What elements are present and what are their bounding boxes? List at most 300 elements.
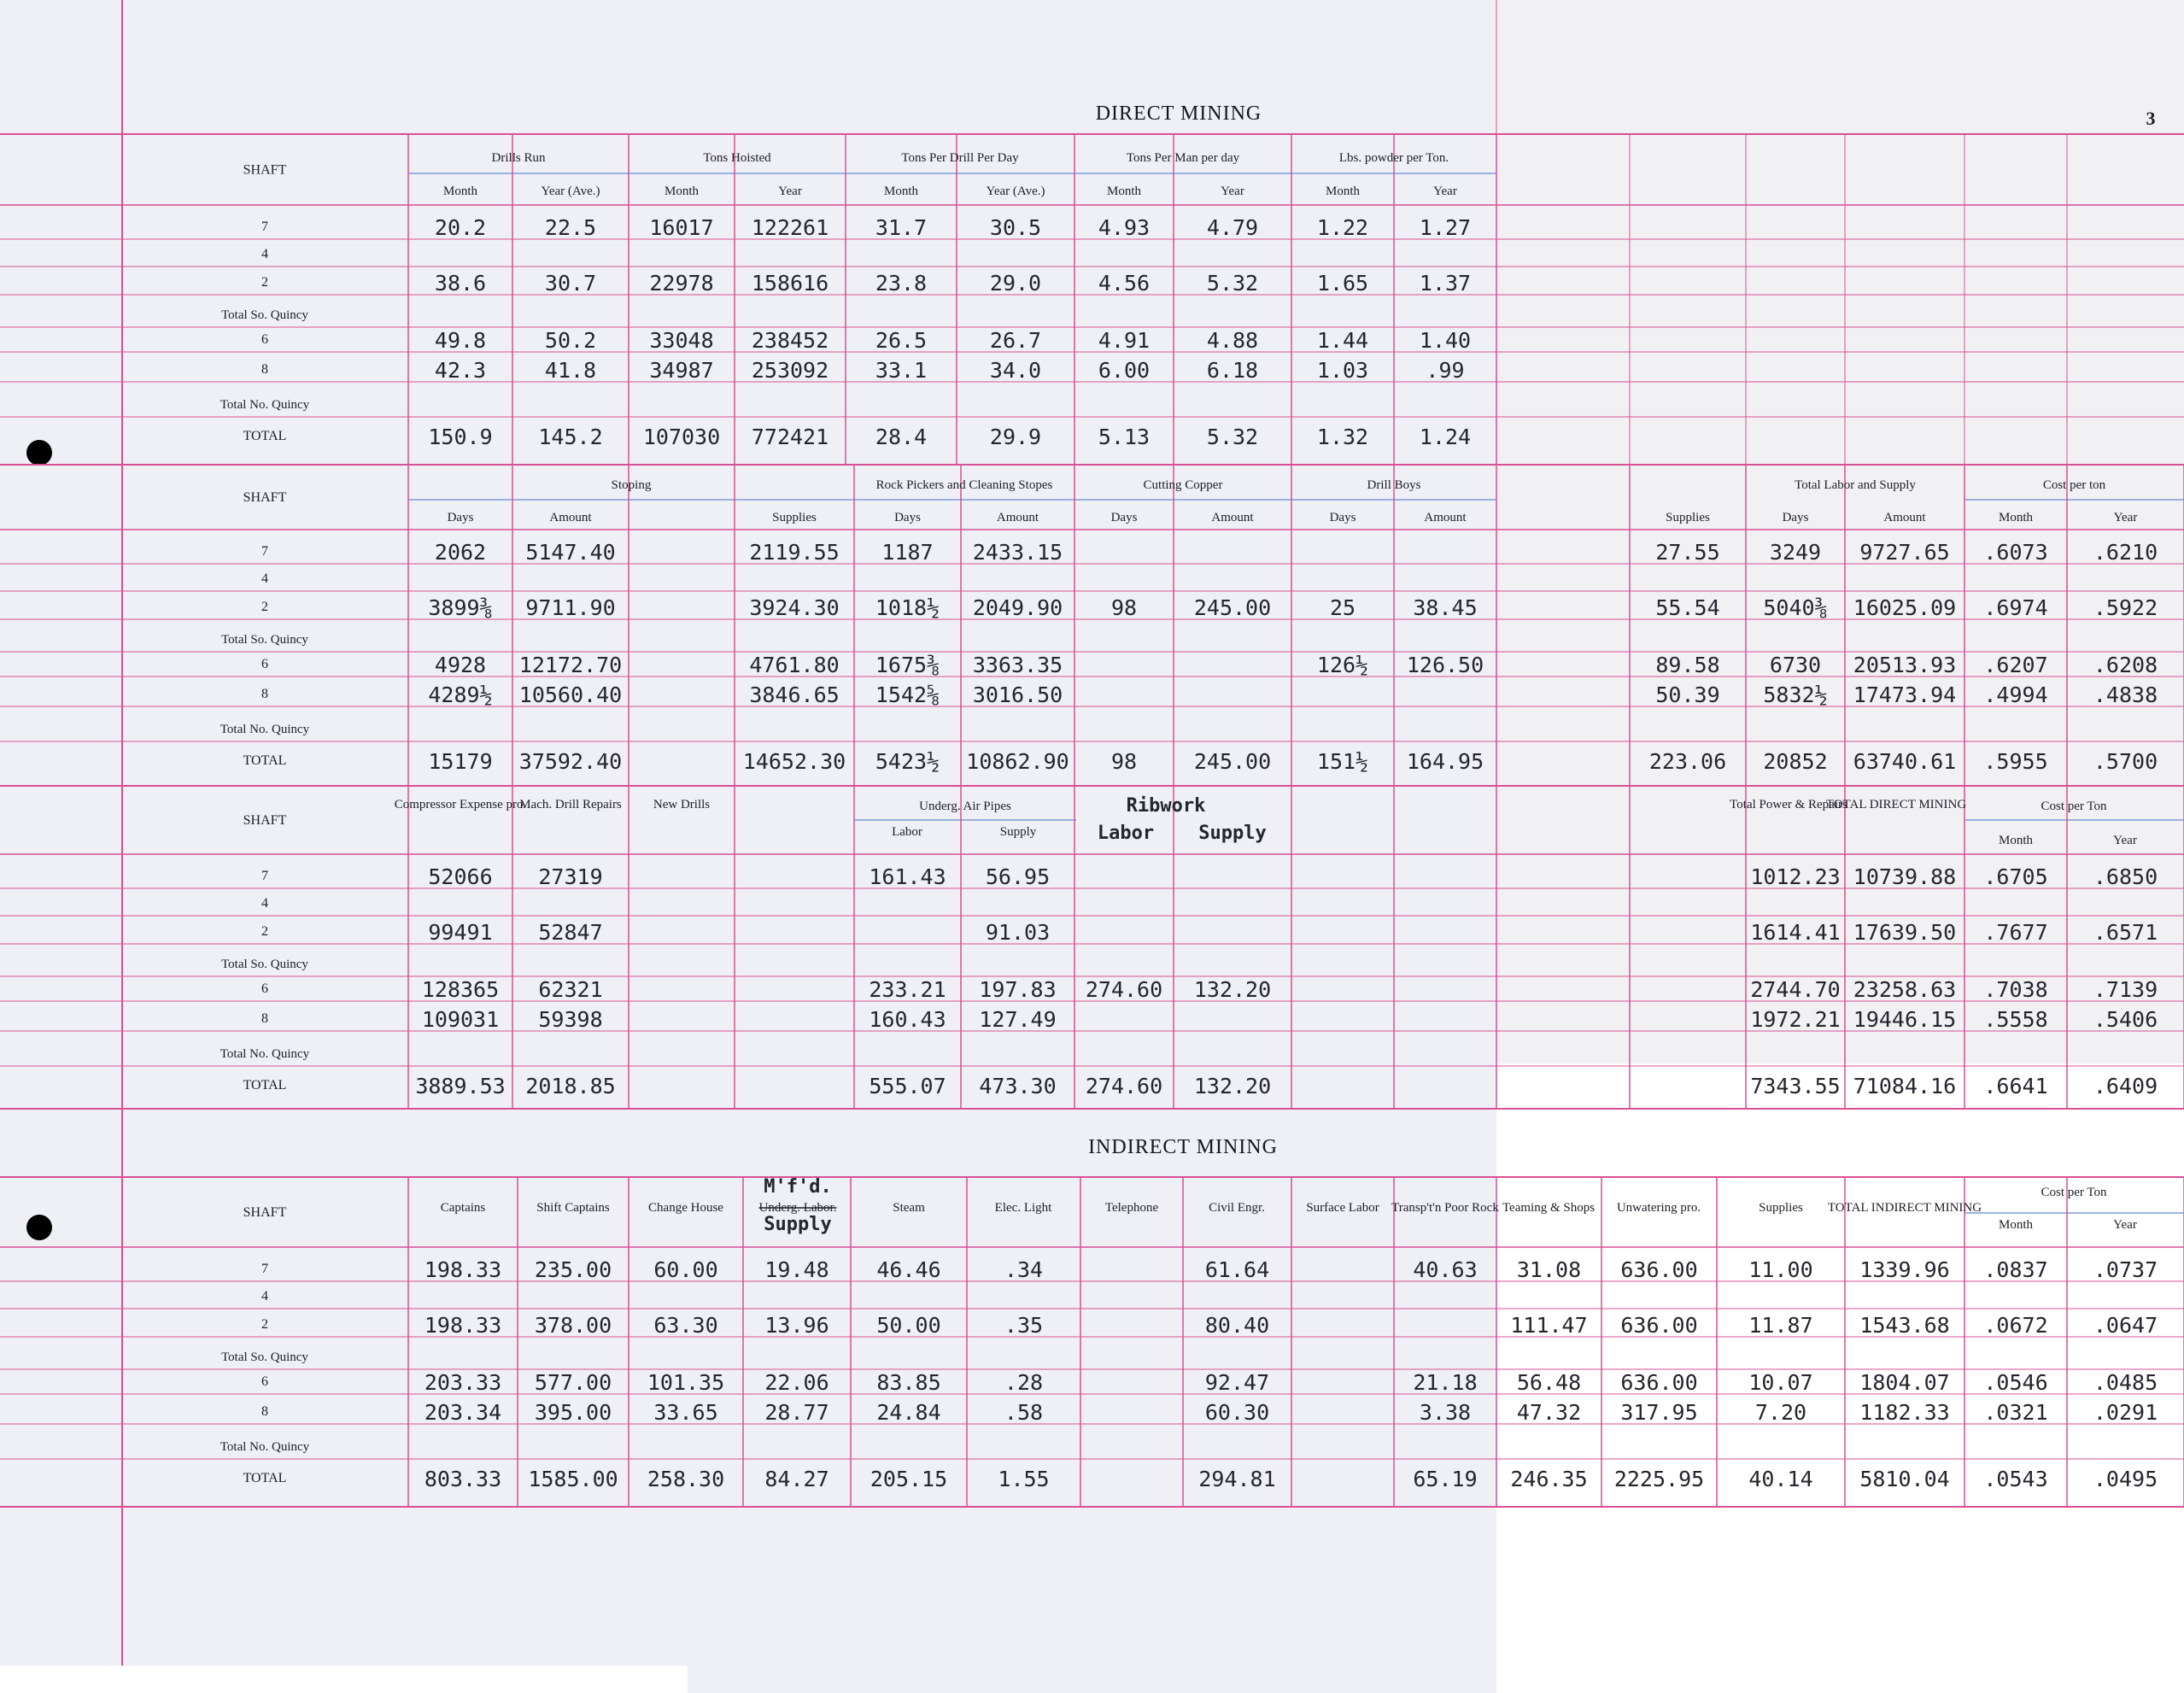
data-cell: 1972.21	[1750, 1007, 1841, 1032]
row-label: 8	[261, 1011, 268, 1026]
column-header: Month	[1998, 1218, 2034, 1232]
data-cell: 636.00	[1620, 1313, 1698, 1338]
data-cell: .0485	[2093, 1370, 2158, 1395]
sub-header: Year (Ave.)	[986, 185, 1045, 198]
row-label: 4	[261, 247, 268, 261]
ribwork-labor: Labor	[1097, 823, 1155, 844]
data-cell: 223.06	[1648, 749, 1727, 774]
data-cell: .4838	[2093, 682, 2158, 707]
data-cell: 16025.09	[1853, 595, 1957, 620]
data-cell: 49.8	[434, 328, 487, 353]
data-cell: 56.48	[1516, 1370, 1582, 1395]
row-label: Total No. Quincy	[220, 723, 310, 736]
group-header: Tons Per Man per day	[1126, 151, 1240, 165]
data-cell: 38.45	[1413, 595, 1478, 620]
data-cell: 203.34	[424, 1400, 502, 1425]
ribwork-supply: Supply	[1198, 823, 1267, 844]
sub-header: Month	[1325, 185, 1361, 198]
group-header: Tons Per Drill Per Day	[901, 151, 1019, 165]
row-label: 2	[261, 600, 268, 614]
data-cell: .7139	[2093, 977, 2158, 1002]
sub-header: Month	[442, 185, 478, 198]
data-cell: 25	[1329, 595, 1356, 620]
data-cell: .0647	[2093, 1313, 2158, 1338]
row-label: Total No. Quincy	[220, 398, 310, 412]
data-cell: 33.65	[653, 1400, 718, 1425]
data-cell: 4928	[434, 653, 487, 677]
data-cell: 27319	[538, 864, 603, 889]
data-cell: 3889.53	[415, 1074, 506, 1098]
data-cell: 33048	[649, 328, 714, 353]
row-label: TOTAL	[243, 1471, 287, 1485]
data-cell: 161.43	[869, 864, 946, 889]
data-cell: 60.00	[653, 1257, 718, 1282]
data-cell: 22.5	[544, 215, 597, 240]
data-cell: 98	[1110, 595, 1138, 620]
data-cell: 10560.40	[518, 682, 623, 707]
data-cell: 17473.94	[1853, 682, 1957, 707]
data-cell: 4.88	[1206, 328, 1259, 353]
column-header: Transp't'n Poor Rock	[1391, 1201, 1499, 1215]
row-label: 4	[261, 896, 268, 911]
column-header: Unwatering pro.	[1616, 1201, 1701, 1215]
data-cell: .0672	[1983, 1313, 2048, 1338]
data-cell: 6.18	[1206, 358, 1259, 383]
data-cell: 1.32	[1316, 425, 1369, 449]
data-cell: 11.87	[1748, 1313, 1813, 1338]
data-cell: 2049.90	[972, 595, 1063, 620]
punch-hole-bottom	[26, 1215, 52, 1240]
column-header: Total Power & Repairs	[1730, 798, 1847, 811]
data-cell: 1018½	[875, 595, 940, 620]
group-header: Cost per Ton	[2041, 800, 2107, 813]
data-cell: .99	[1426, 358, 1465, 383]
shaft-header: SHAFT	[243, 813, 287, 828]
page-number: 3	[2146, 108, 2156, 129]
row-label: 8	[261, 362, 268, 377]
data-cell: 23.8	[875, 271, 928, 296]
data-cell: 33.1	[875, 358, 928, 383]
data-cell: 21.18	[1413, 1370, 1478, 1395]
data-cell: 29.0	[989, 271, 1042, 296]
data-cell: 4289½	[428, 682, 493, 707]
column-header: New Drills	[653, 798, 711, 811]
data-cell: 40.14	[1748, 1467, 1813, 1491]
data-cell: 132.20	[1193, 977, 1272, 1002]
data-cell: .0291	[2093, 1400, 2158, 1425]
data-cell: 803.33	[424, 1467, 502, 1491]
row-label: 2	[261, 924, 268, 939]
column-header: Telephone	[1104, 1201, 1159, 1215]
row-label: 6	[261, 657, 268, 671]
data-cell: 71084.16	[1853, 1074, 1957, 1098]
data-cell: 3363.35	[972, 653, 1063, 677]
data-cell: 197.83	[979, 977, 1057, 1002]
data-cell: 233.21	[869, 977, 946, 1002]
data-cell: 636.00	[1620, 1257, 1698, 1282]
group-header: Drill Boys	[1367, 478, 1421, 492]
data-cell: 109031	[421, 1007, 500, 1032]
data-cell: 63740.61	[1853, 749, 1957, 774]
data-cell: 636.00	[1620, 1370, 1698, 1395]
row-label: 6	[261, 1374, 268, 1389]
data-cell: 1.55	[998, 1467, 1050, 1491]
data-cell: 61.64	[1204, 1257, 1270, 1282]
sub-header: Days	[894, 511, 921, 524]
group-header: Cost per ton	[2042, 478, 2106, 492]
data-cell: 274.60	[1085, 977, 1163, 1002]
data-cell: .7038	[1983, 977, 2048, 1002]
data-cell: 23258.63	[1853, 977, 1957, 1002]
row-label: 7	[261, 544, 268, 559]
column-header: Civil Engr.	[1209, 1201, 1265, 1215]
sub-header: Amount	[1424, 511, 1467, 524]
row-label: 2	[261, 1317, 268, 1332]
group-header: Cutting Copper	[1143, 478, 1223, 492]
sub-header: Year	[1221, 185, 1244, 198]
data-cell: 20.2	[434, 215, 487, 240]
data-cell: 2433.15	[972, 540, 1063, 565]
data-cell: 30.7	[544, 271, 597, 296]
data-cell: 4.93	[1098, 215, 1151, 240]
data-cell: 1542⅝	[875, 682, 940, 707]
data-cell: 10739.88	[1853, 864, 1957, 889]
data-cell: .6641	[1983, 1074, 2048, 1098]
sub-header: Amount	[996, 511, 1039, 524]
data-cell: 24.84	[876, 1400, 941, 1425]
data-cell: .5955	[1983, 749, 2048, 774]
shaft-header: SHAFT	[243, 162, 287, 178]
row-label: 7	[261, 220, 268, 234]
data-cell: 27.55	[1655, 540, 1720, 565]
sub-header: Amount	[1211, 511, 1254, 524]
data-cell: 62321	[538, 977, 603, 1002]
data-cell: 15179	[428, 749, 493, 774]
sub-header: Supply	[999, 825, 1037, 839]
data-cell: 4.79	[1206, 215, 1259, 240]
data-cell: 2225.95	[1613, 1467, 1705, 1491]
row-label: 8	[261, 1404, 268, 1419]
data-cell: 92.47	[1204, 1370, 1270, 1395]
sub-header: Supplies	[1666, 511, 1710, 524]
data-cell: 28.4	[875, 425, 928, 449]
data-cell: .0495	[2093, 1467, 2158, 1491]
data-cell: 40.63	[1413, 1257, 1478, 1282]
group-header: Rock Pickers and Cleaning Stopes	[875, 478, 1053, 492]
data-cell: 19446.15	[1853, 1007, 1957, 1032]
column-header: Steam	[893, 1201, 925, 1215]
sub-header: Year (Ave.)	[541, 185, 600, 198]
direct-mining-title: DIRECT MINING	[1095, 103, 1262, 125]
column-header: Elec. Light	[994, 1201, 1052, 1215]
data-cell: 122261	[751, 215, 829, 240]
data-cell: 555.07	[869, 1074, 946, 1098]
data-cell: 50.00	[876, 1313, 941, 1338]
data-cell: 22978	[649, 271, 714, 296]
data-cell: 3899⅜	[428, 595, 493, 620]
row-label: TOTAL	[243, 1078, 287, 1093]
data-cell: 14652.30	[742, 749, 846, 774]
data-cell: 12172.70	[518, 653, 623, 677]
data-cell: 258.30	[647, 1467, 725, 1491]
data-cell: 5.32	[1206, 425, 1259, 449]
data-cell: 107030	[642, 425, 721, 449]
sub-header: Supplies	[772, 511, 817, 524]
data-cell: .6208	[2093, 653, 2158, 677]
data-cell: .5406	[2093, 1007, 2158, 1032]
data-cell: 16017	[649, 215, 714, 240]
data-cell: 1804.07	[1859, 1370, 1950, 1395]
data-cell: 30.5	[989, 215, 1042, 240]
data-cell: 1.44	[1316, 328, 1369, 353]
sub-header: Days	[447, 511, 474, 524]
group-header: Lbs. powder per Ton.	[1338, 151, 1449, 165]
shaft-header: SHAFT	[243, 490, 287, 505]
column-header: Cost per Ton	[2041, 1186, 2107, 1199]
row-label: 7	[261, 869, 268, 883]
data-cell: 205.15	[870, 1467, 948, 1491]
data-cell: 46.46	[876, 1257, 941, 1282]
data-cell: 150.9	[428, 425, 493, 449]
data-cell: 6.00	[1098, 358, 1151, 383]
shaft-header: SHAFT	[243, 1205, 287, 1220]
data-cell: 17639.50	[1853, 920, 1957, 945]
data-cell: 83.85	[876, 1370, 941, 1395]
sub-header: Days	[1782, 511, 1809, 524]
sub-header: Labor	[892, 825, 922, 839]
data-cell: .6850	[2093, 864, 2158, 889]
data-cell: 253092	[751, 358, 829, 383]
data-cell: 13.96	[764, 1313, 829, 1338]
row-label: 2	[261, 275, 268, 290]
data-cell: 2018.85	[525, 1074, 616, 1098]
sub-header: Month	[1998, 834, 2034, 847]
data-cell: 1.22	[1316, 215, 1369, 240]
data-cell: 9711.90	[525, 595, 616, 620]
data-cell: 3.38	[1419, 1400, 1472, 1425]
data-cell: 59398	[538, 1007, 603, 1032]
data-cell: 1.65	[1316, 271, 1369, 296]
data-cell: 20513.93	[1853, 653, 1957, 677]
sub-header: Month	[1106, 185, 1142, 198]
data-cell: 4.91	[1098, 328, 1151, 353]
group-header: Stoping	[611, 478, 652, 492]
data-cell: 5423½	[875, 749, 940, 774]
data-cell: 7343.55	[1750, 1074, 1841, 1098]
column-header: Compressor Expense pro.	[394, 798, 527, 811]
sub-header: Year	[2113, 834, 2137, 847]
data-cell: 294.81	[1198, 1467, 1276, 1491]
data-cell: 203.33	[424, 1370, 502, 1395]
data-cell: 1614.41	[1750, 920, 1841, 945]
row-label: Total So. Quincy	[221, 633, 308, 647]
data-cell: 577.00	[534, 1370, 612, 1395]
sub-header: Month	[883, 185, 919, 198]
data-cell: 1.40	[1419, 328, 1472, 353]
data-cell: 22.06	[764, 1370, 829, 1395]
data-cell: 99491	[428, 920, 493, 945]
data-cell: 60.30	[1204, 1400, 1270, 1425]
data-cell: 3924.30	[749, 595, 840, 620]
data-cell: 5832½	[1763, 682, 1828, 707]
row-label: 4	[261, 571, 268, 586]
row-label: TOTAL	[243, 429, 287, 443]
column-header: TOTAL INDIRECT MINING	[1827, 1201, 1982, 1215]
data-cell: 1.37	[1419, 271, 1472, 296]
sub-header: Month	[664, 185, 700, 198]
column-header: Supply	[764, 1214, 832, 1235]
data-cell: 80.40	[1204, 1313, 1270, 1338]
data-cell: 126.50	[1406, 653, 1484, 677]
data-cell: .4994	[1983, 682, 2048, 707]
data-cell: 127.49	[979, 1007, 1057, 1032]
data-cell: 42.3	[434, 358, 487, 383]
group-header: Underg. Air Pipes	[919, 800, 1011, 813]
data-cell: .6073	[1983, 540, 2048, 565]
data-cell: 160.43	[869, 1007, 946, 1032]
data-cell: 91.03	[985, 920, 1051, 945]
data-cell: .28	[1004, 1370, 1044, 1395]
data-cell: 198.33	[424, 1257, 502, 1282]
group-header: Drills Run	[491, 151, 546, 165]
data-cell: 19.48	[764, 1257, 829, 1282]
data-cell: 2119.55	[749, 540, 840, 565]
column-header: Surface Labor	[1306, 1201, 1379, 1215]
row-label: 8	[261, 687, 268, 701]
group-header: Tons Hoisted	[703, 151, 771, 165]
data-cell: 20852	[1763, 749, 1828, 774]
data-cell: .6705	[1983, 864, 2048, 889]
data-cell: 34.0	[989, 358, 1042, 383]
data-cell: 2744.70	[1750, 977, 1841, 1002]
data-cell: 132.20	[1193, 1074, 1272, 1098]
data-cell: .6207	[1983, 653, 2048, 677]
column-header: Supplies	[1759, 1201, 1803, 1215]
data-cell: .5700	[2093, 749, 2158, 774]
data-cell: 89.58	[1655, 653, 1720, 677]
data-cell: 145.2	[538, 425, 603, 449]
data-cell: 5.32	[1206, 271, 1259, 296]
data-cell: 52066	[428, 864, 493, 889]
sub-header: Year	[778, 185, 802, 198]
row-label: TOTAL	[243, 753, 287, 768]
data-cell: 151½	[1316, 749, 1369, 774]
data-cell: 65.19	[1413, 1467, 1478, 1491]
data-cell: 164.95	[1406, 749, 1484, 774]
data-cell: .6571	[2093, 920, 2158, 945]
row-label: Total So. Quincy	[221, 308, 308, 322]
sub-header: Month	[1998, 511, 2034, 524]
data-cell: 29.9	[989, 425, 1042, 449]
column-header: Underg. Labor.	[758, 1201, 837, 1215]
data-cell: 52847	[538, 920, 603, 945]
data-cell: 63.30	[653, 1313, 718, 1338]
data-cell: 101.35	[647, 1370, 725, 1395]
data-cell: 28.77	[764, 1400, 829, 1425]
data-cell: 26.5	[875, 328, 928, 353]
data-cell: 158616	[751, 271, 829, 296]
row-label: Total So. Quincy	[221, 1350, 308, 1364]
data-cell: 7.20	[1754, 1400, 1807, 1425]
data-cell: 56.95	[985, 864, 1051, 889]
column-header: Change House	[648, 1201, 723, 1215]
data-cell: 1.03	[1316, 358, 1369, 383]
row-label: 6	[261, 332, 268, 347]
data-cell: 5040⅜	[1763, 595, 1828, 620]
data-cell: 1.24	[1419, 425, 1472, 449]
data-cell: 246.35	[1510, 1467, 1588, 1491]
data-cell: .0543	[1983, 1467, 2048, 1491]
column-header: Shift Captains	[536, 1201, 610, 1215]
data-cell: 1339.96	[1859, 1257, 1950, 1282]
data-cell: 3249	[1769, 540, 1822, 565]
data-cell: 274.60	[1085, 1074, 1163, 1098]
ribwork-header: Ribwork	[1126, 795, 1206, 817]
data-cell: 5.13	[1098, 425, 1151, 449]
data-cell: 31.08	[1516, 1257, 1582, 1282]
data-cell: 47.32	[1516, 1400, 1582, 1425]
data-cell: .0321	[1983, 1400, 2048, 1425]
row-label: 4	[261, 1289, 268, 1303]
data-cell: 111.47	[1510, 1313, 1588, 1338]
data-cell: 395.00	[534, 1400, 612, 1425]
row-label: Total No. Quincy	[220, 1047, 310, 1061]
data-cell: 10.07	[1748, 1370, 1813, 1395]
data-cell: 238452	[751, 328, 829, 353]
row-label: Total So. Quincy	[221, 958, 308, 971]
column-header: Captains	[440, 1201, 486, 1215]
data-cell: 198.33	[424, 1313, 502, 1338]
data-cell: .0546	[1983, 1370, 2048, 1395]
data-cell: .5558	[1983, 1007, 2048, 1032]
data-cell: 1543.68	[1859, 1313, 1950, 1338]
data-cell: 4761.80	[749, 653, 840, 677]
data-cell: 128365	[421, 977, 500, 1002]
row-label: Total No. Quincy	[220, 1440, 310, 1454]
data-cell: 1675⅜	[875, 653, 940, 677]
data-cell: 1.27	[1419, 215, 1472, 240]
data-cell: .6974	[1983, 595, 2048, 620]
column-header: Mach. Drill Repairs	[519, 798, 622, 811]
data-cell: 31.7	[875, 215, 928, 240]
data-cell: 10862.90	[966, 749, 1069, 774]
column-header: M'f'd.	[764, 1176, 832, 1198]
data-cell: .0737	[2093, 1257, 2158, 1282]
data-cell: .6210	[2093, 540, 2158, 565]
column-header: TOTAL DIRECT MINING	[1825, 798, 1967, 811]
data-cell: 245.00	[1193, 749, 1272, 774]
row-label: 7	[261, 1262, 268, 1276]
data-cell: 6730	[1769, 653, 1822, 677]
data-cell: 378.00	[534, 1313, 612, 1338]
group-header: Total Labor and Supply	[1795, 478, 1916, 492]
data-cell: .5922	[2093, 595, 2158, 620]
data-cell: .35	[1004, 1313, 1044, 1338]
data-cell: 3846.65	[749, 682, 840, 707]
data-cell: 317.95	[1620, 1400, 1698, 1425]
data-cell: .7677	[1983, 920, 2048, 945]
data-cell: 41.8	[544, 358, 597, 383]
data-cell: 1012.23	[1750, 864, 1841, 889]
data-cell: 26.7	[989, 328, 1042, 353]
punch-hole-top	[26, 440, 52, 466]
data-cell: .58	[1004, 1400, 1044, 1425]
sub-header: Year	[2113, 511, 2138, 524]
sub-header: Amount	[549, 511, 592, 524]
data-cell: 9727.65	[1859, 540, 1950, 565]
data-cell: 50.2	[544, 328, 597, 353]
data-cell: 98	[1110, 749, 1138, 774]
